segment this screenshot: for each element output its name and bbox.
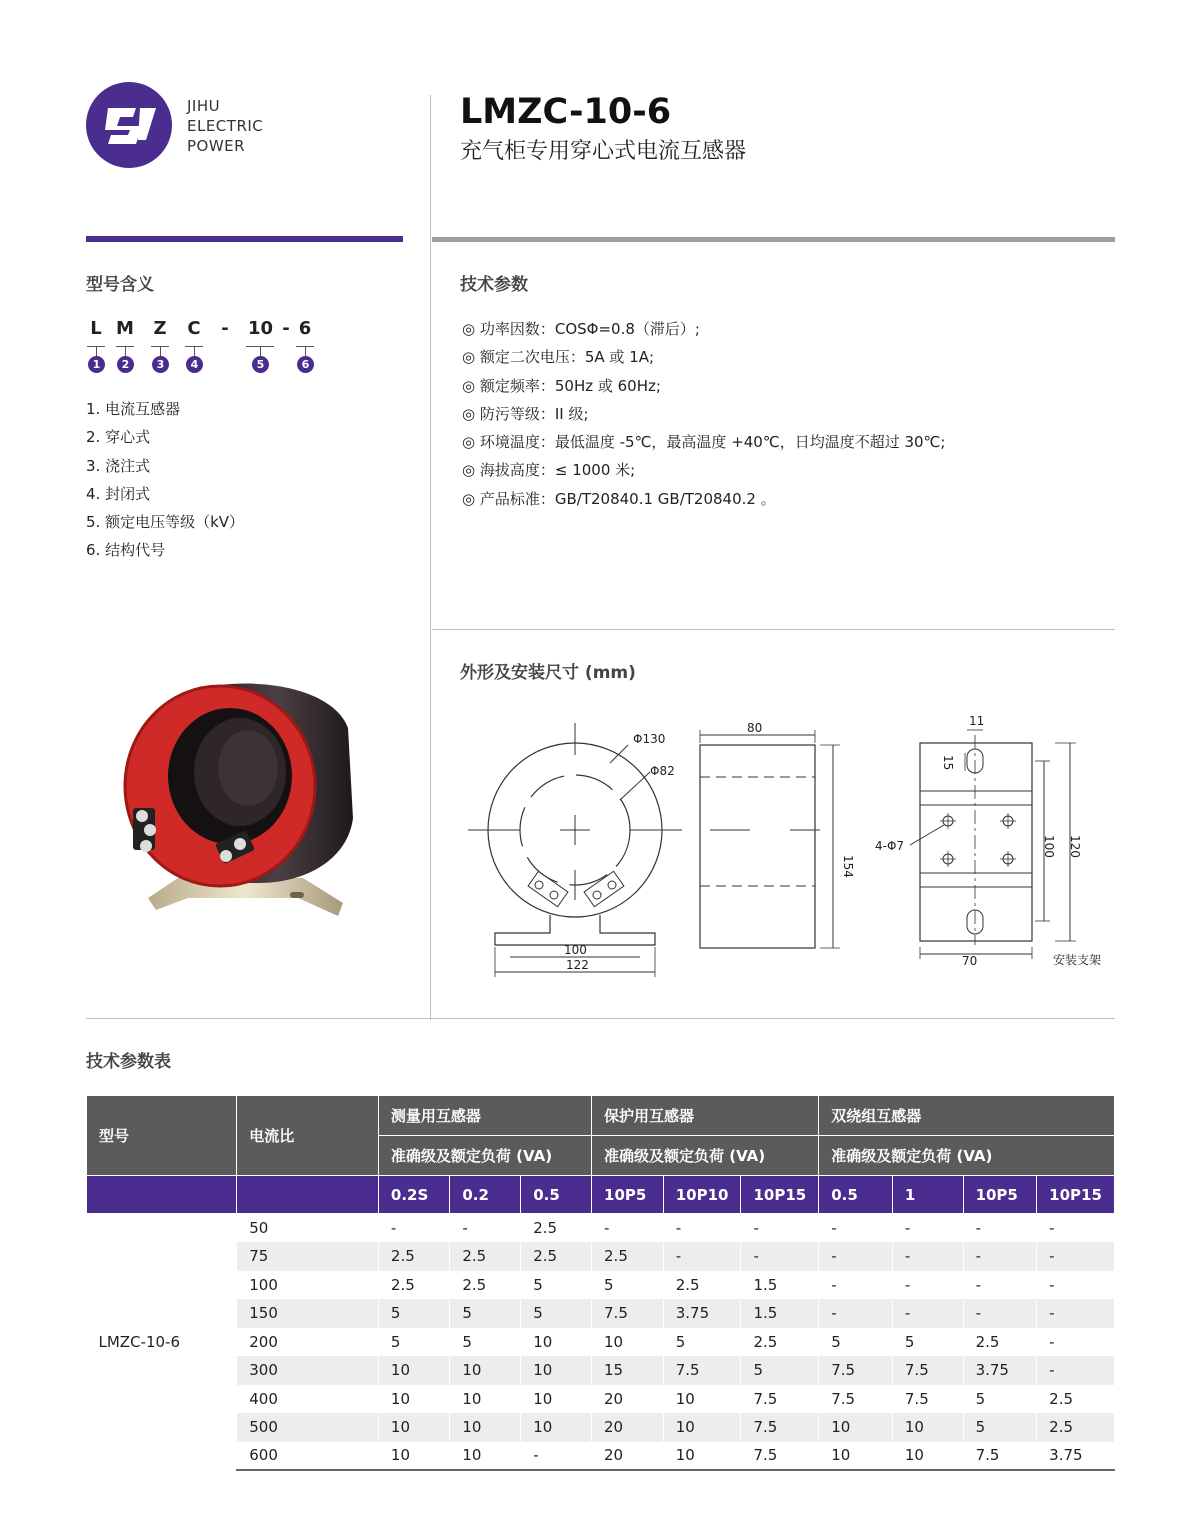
dim-outer-diameter: Φ130 bbox=[633, 732, 666, 746]
cell-value: - bbox=[1037, 1271, 1115, 1300]
cell-value: - bbox=[819, 1242, 893, 1271]
cell-value: 7.5 bbox=[663, 1356, 741, 1385]
cell-value: 2.5 bbox=[521, 1242, 592, 1271]
cell-value: 10 bbox=[521, 1385, 592, 1414]
cell-value: 5 bbox=[663, 1328, 741, 1357]
cell-value: - bbox=[1037, 1214, 1115, 1243]
header-accuracy-class: 10P10 bbox=[663, 1176, 741, 1214]
cell-ratio: 600 bbox=[237, 1442, 379, 1471]
cell-value: 2.5 bbox=[450, 1271, 521, 1300]
table-row bbox=[87, 1442, 1115, 1471]
cell-value: 2.5 bbox=[592, 1242, 664, 1271]
table-row bbox=[87, 1385, 1115, 1414]
dim-base-outer: 122 bbox=[566, 958, 589, 972]
tech-params-list bbox=[462, 315, 945, 513]
header-accuracy: 准确级及额定负荷 (VA) bbox=[592, 1136, 819, 1176]
cell-value: 10 bbox=[378, 1413, 449, 1442]
tech-params-title: 技术参数 bbox=[460, 275, 528, 295]
cell-value: - bbox=[892, 1271, 963, 1300]
cell-value: 5 bbox=[450, 1299, 521, 1328]
header-accuracy-class: 0.5 bbox=[521, 1176, 592, 1214]
meaning-item: 3. 浇注式 bbox=[86, 456, 151, 475]
cell-value: 3.75 bbox=[1037, 1442, 1115, 1471]
dim-slot-length: 15 bbox=[941, 755, 955, 771]
meaning-item: 1. 电流互感器 bbox=[86, 400, 181, 418]
cell-value: - bbox=[1037, 1356, 1115, 1385]
cell-value: - bbox=[819, 1214, 893, 1243]
cell-ratio: 75 bbox=[237, 1242, 379, 1271]
cell-value: 5 bbox=[521, 1299, 592, 1328]
cell-value: 2.5 bbox=[450, 1242, 521, 1271]
section-divider bbox=[86, 1018, 1115, 1019]
cell-ratio: 50 bbox=[237, 1214, 379, 1243]
cell-value: 10 bbox=[450, 1356, 521, 1385]
cell-value: 10 bbox=[521, 1356, 592, 1385]
brand-name bbox=[187, 96, 263, 156]
cell-value: 7.5 bbox=[892, 1356, 963, 1385]
cell-value: 2.5 bbox=[1037, 1413, 1115, 1442]
code-voltage: 10 bbox=[248, 318, 274, 339]
cell-value: 10 bbox=[378, 1442, 449, 1471]
code-stem bbox=[160, 346, 161, 356]
header-accuracy-class: 0.5 bbox=[819, 1176, 893, 1214]
header-accuracy-class: 10P15 bbox=[1037, 1176, 1115, 1214]
cell-value: 10 bbox=[450, 1413, 521, 1442]
table-row bbox=[87, 1214, 1115, 1243]
dimensions-title: 外形及安装尺寸 (mm) bbox=[460, 663, 636, 683]
code-stem bbox=[96, 346, 97, 356]
param-item: ◎ 功率因数：COSΦ=0.8（滞后）; bbox=[462, 320, 700, 338]
cell-value: - bbox=[663, 1214, 741, 1243]
cell-value: - bbox=[741, 1242, 819, 1271]
cell-value: 7.5 bbox=[819, 1385, 893, 1414]
header-accuracy-class: 10P5 bbox=[592, 1176, 664, 1214]
cell-value: - bbox=[963, 1242, 1037, 1271]
cell-ratio: 400 bbox=[237, 1385, 379, 1414]
dim-slot-width: 11 bbox=[969, 714, 985, 728]
code-number-badge: 1 bbox=[88, 356, 105, 373]
header-group-protection: 保护用互感器 bbox=[592, 1096, 819, 1136]
cell-value: 10 bbox=[378, 1356, 449, 1385]
product-model-title: LMZC-10-6 bbox=[460, 92, 672, 132]
left-accent-bar bbox=[86, 236, 403, 242]
cell-value: 10 bbox=[892, 1442, 963, 1471]
cell-value: 5 bbox=[963, 1385, 1037, 1414]
cell-value: 10 bbox=[663, 1385, 741, 1414]
header-accuracy-class: 10P15 bbox=[741, 1176, 819, 1214]
dimension-drawing bbox=[460, 705, 1120, 995]
cell-value: 1.5 bbox=[741, 1299, 819, 1328]
cell-value: 7.5 bbox=[592, 1299, 664, 1328]
header-group-dual: 双绕组互感器 bbox=[819, 1096, 1115, 1136]
cell-value: 7.5 bbox=[819, 1356, 893, 1385]
cell-value: 10 bbox=[663, 1442, 741, 1471]
meaning-item: 2. 穿心式 bbox=[86, 428, 151, 447]
table-row bbox=[87, 1413, 1115, 1442]
header-ratio: 电流比 bbox=[237, 1096, 379, 1176]
spec-table bbox=[86, 1095, 1115, 1471]
dim-hole-span: 100 bbox=[1042, 835, 1056, 858]
code-structure: 6 bbox=[298, 318, 312, 339]
cell-value: 7.5 bbox=[892, 1385, 963, 1414]
cell-value: 2.5 bbox=[378, 1271, 449, 1300]
meaning-item: 6. 结构代号 bbox=[86, 541, 166, 560]
cell-ratio: 200 bbox=[237, 1328, 379, 1357]
cell-value: - bbox=[1037, 1328, 1115, 1357]
cell-value: - bbox=[663, 1242, 741, 1271]
cell-value: 5 bbox=[378, 1328, 449, 1357]
header-accuracy: 准确级及额定负荷 (VA) bbox=[819, 1136, 1115, 1176]
cell-value: - bbox=[892, 1299, 963, 1328]
cell-value: 20 bbox=[592, 1385, 664, 1414]
meaning-item: 5. 额定电压等级（kV） bbox=[86, 513, 245, 532]
cell-model: LMZC-10-6 bbox=[87, 1214, 237, 1471]
cell-value: 5 bbox=[963, 1413, 1037, 1442]
front-view bbox=[468, 723, 682, 977]
param-item: ◎ 环境温度：最低温度 -5℃，最高温度 +40℃，日均温度不超过 30℃; bbox=[462, 433, 946, 452]
cell-value: 2.5 bbox=[741, 1328, 819, 1357]
cell-value: 2.5 bbox=[378, 1242, 449, 1271]
cell-value: - bbox=[521, 1442, 592, 1471]
cell-value: 7.5 bbox=[741, 1413, 819, 1442]
table-row bbox=[87, 1242, 1115, 1271]
header-accuracy-class: 0.2 bbox=[450, 1176, 521, 1214]
table-row bbox=[87, 1356, 1115, 1385]
param-item: ◎ 海拔高度：≤ 1000 米; bbox=[462, 461, 636, 480]
model-meaning-list bbox=[86, 395, 244, 565]
code-dash-1: - bbox=[221, 318, 229, 339]
code-number-badge: 6 bbox=[297, 356, 314, 373]
cell-value: - bbox=[963, 1214, 1037, 1243]
cell-value: - bbox=[819, 1271, 893, 1300]
code-number-badge: 3 bbox=[152, 356, 169, 373]
cell-value: - bbox=[592, 1214, 664, 1243]
cell-value: 2.5 bbox=[963, 1328, 1037, 1357]
cell-value: 10 bbox=[819, 1413, 893, 1442]
dim-side-height: 154 bbox=[841, 855, 855, 878]
cell-value: - bbox=[450, 1214, 521, 1243]
cell-value: 20 bbox=[592, 1413, 664, 1442]
param-item: ◎ 额定二次电压：5A 或 1A; bbox=[462, 348, 655, 367]
cell-value: 10 bbox=[378, 1385, 449, 1414]
cell-value: 10 bbox=[450, 1385, 521, 1414]
cell-value: - bbox=[819, 1299, 893, 1328]
code-stem bbox=[194, 346, 195, 356]
code-stem bbox=[305, 346, 306, 356]
cell-value: 5 bbox=[819, 1328, 893, 1357]
dim-mounting-holes: 4-Φ7 bbox=[875, 839, 905, 853]
dim-bracket-height: 120 bbox=[1068, 835, 1082, 858]
cell-value: 7.5 bbox=[741, 1385, 819, 1414]
vertical-divider bbox=[430, 95, 431, 1020]
header-blank bbox=[87, 1176, 237, 1214]
cell-value: 10 bbox=[819, 1442, 893, 1471]
cell-value: 10 bbox=[892, 1413, 963, 1442]
cell-ratio: 100 bbox=[237, 1271, 379, 1300]
product-subtitle: 充气柜专用穿心式电流互感器 bbox=[460, 139, 747, 164]
side-view bbox=[700, 730, 840, 948]
header-model: 型号 bbox=[87, 1096, 237, 1176]
cell-value: 10 bbox=[663, 1413, 741, 1442]
model-code-diagram bbox=[86, 318, 326, 378]
cell-value: 20 bbox=[592, 1442, 664, 1471]
cell-value: 5 bbox=[741, 1356, 819, 1385]
table-row bbox=[87, 1271, 1115, 1300]
section-divider bbox=[432, 629, 1115, 630]
cell-value: - bbox=[963, 1271, 1037, 1300]
cell-value: 10 bbox=[521, 1413, 592, 1442]
header-blank bbox=[237, 1176, 379, 1214]
code-number-badge: 5 bbox=[252, 356, 269, 373]
cell-value: - bbox=[741, 1214, 819, 1243]
cell-value: 10 bbox=[521, 1328, 592, 1357]
cell-value: 5 bbox=[450, 1328, 521, 1357]
cell-value: 5 bbox=[378, 1299, 449, 1328]
cell-value: 10 bbox=[450, 1442, 521, 1471]
param-item: ◎ 防污等级：II 级; bbox=[462, 404, 589, 423]
code-stem bbox=[125, 346, 126, 356]
header-accuracy-class: 1 bbox=[892, 1176, 963, 1214]
code-letter-l: L bbox=[90, 318, 102, 339]
dim-inner-diameter: Φ82 bbox=[650, 764, 675, 778]
cell-ratio: 500 bbox=[237, 1413, 379, 1442]
code-number-badge: 2 bbox=[117, 356, 134, 373]
dim-bracket-width: 70 bbox=[962, 954, 978, 968]
cell-ratio: 300 bbox=[237, 1356, 379, 1385]
code-number-badge: 4 bbox=[186, 356, 203, 373]
cell-value: 15 bbox=[592, 1356, 664, 1385]
cell-value: - bbox=[1037, 1299, 1115, 1328]
brand-line-1: JIHU bbox=[187, 97, 221, 115]
cell-value: 5 bbox=[892, 1328, 963, 1357]
cell-value: - bbox=[1037, 1242, 1115, 1271]
header-accuracy-class: 0.2S bbox=[378, 1176, 449, 1214]
dim-base-inner: 100 bbox=[564, 943, 587, 957]
cell-value: - bbox=[378, 1214, 449, 1243]
cell-ratio: 150 bbox=[237, 1299, 379, 1328]
header-accuracy: 准确级及额定负荷 (VA) bbox=[378, 1136, 591, 1176]
header-group-measuring: 测量用互感器 bbox=[378, 1096, 591, 1136]
cell-value: 10 bbox=[592, 1328, 664, 1357]
spec-table-title: 技术参数表 bbox=[86, 1052, 171, 1072]
cell-value: 1.5 bbox=[741, 1271, 819, 1300]
param-item: ◎ 额定频率：50Hz 或 60Hz; bbox=[462, 376, 661, 395]
meaning-item: 4. 封闭式 bbox=[86, 484, 151, 503]
cell-value: - bbox=[892, 1242, 963, 1271]
product-photo bbox=[108, 668, 368, 938]
right-accent-bar bbox=[432, 237, 1115, 242]
cell-value: 5 bbox=[521, 1271, 592, 1300]
jihu-logo-icon bbox=[86, 82, 172, 168]
bracket-caption: 安装支架 bbox=[1053, 953, 1102, 967]
cell-value: - bbox=[963, 1299, 1037, 1328]
code-stem bbox=[260, 346, 261, 356]
cell-value: 3.75 bbox=[663, 1299, 741, 1328]
model-meaning-title: 型号含义 bbox=[86, 275, 154, 295]
table-row bbox=[87, 1328, 1115, 1357]
param-item: ◎ 产品标准：GB/T20840.1 GB/T20840.2 。 bbox=[462, 489, 776, 508]
cell-value: 7.5 bbox=[741, 1442, 819, 1471]
cell-value: 2.5 bbox=[1037, 1385, 1115, 1414]
code-letter-z: Z bbox=[153, 318, 167, 339]
cell-value: 5 bbox=[592, 1271, 664, 1300]
code-letter-m: M bbox=[116, 318, 134, 339]
cell-value: 3.75 bbox=[963, 1356, 1037, 1385]
table-row bbox=[87, 1299, 1115, 1328]
code-letter-c: C bbox=[187, 318, 201, 339]
brand-line-2: ELECTRIC bbox=[187, 117, 264, 135]
header-accuracy-class: 10P5 bbox=[963, 1176, 1037, 1214]
dim-side-width: 80 bbox=[747, 721, 763, 735]
cell-value: 2.5 bbox=[663, 1271, 741, 1300]
cell-value: - bbox=[892, 1214, 963, 1243]
code-dash-2: - bbox=[282, 318, 290, 339]
cell-value: 2.5 bbox=[521, 1214, 592, 1243]
cell-value: 7.5 bbox=[963, 1442, 1037, 1471]
brand-line-3: POWER bbox=[187, 137, 246, 155]
